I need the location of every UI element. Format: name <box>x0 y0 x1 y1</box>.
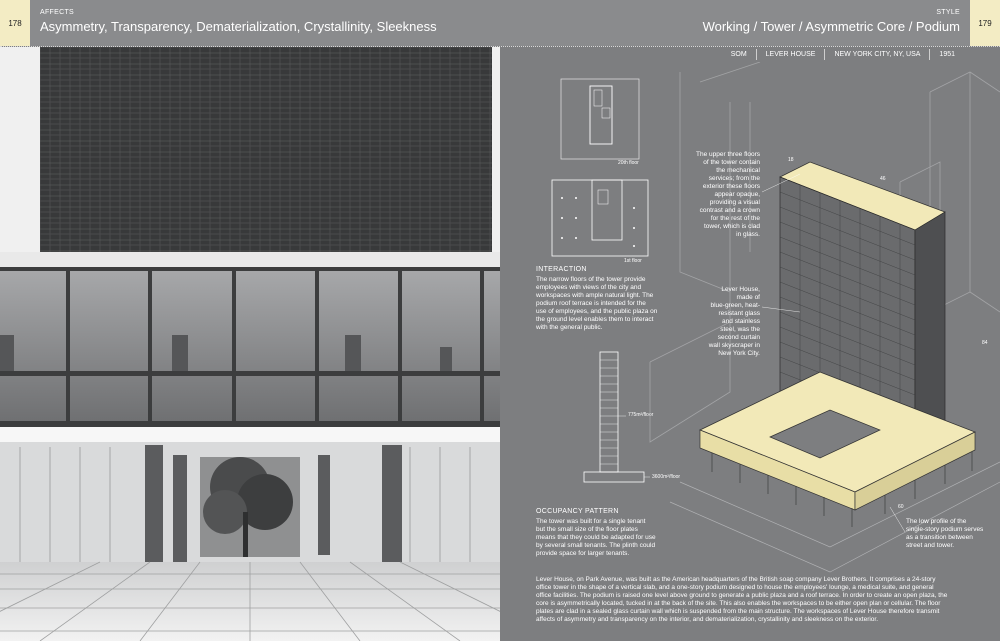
upper-plan-label: 20th floor <box>618 160 639 166</box>
body-text: Lever House, on Park Avenue, was built as the American headquarters of the British soap company Lever Brothers. It comprises a 24-story office tower in the shape of a vertical slab, and a one-story podium designed to house the employees' lounge, a medical suite, and general office facilities. The podium is raised one level above ground to generate a public plaza and a roof terrace. In order to create an open plaza, the core is asymmetrically located, tucked in at the back of the site. This also enables the workspaces to be either open plan or cellular. The floor plates are clad in a sealed glass curtain wall which is suspended from the main structure. The workspaces of Lever House therefore transmit affects of asymmetry and transparency on the interior, and dematerialization, crystallinity and sleekness on the exterior. <box>536 576 948 623</box>
style-label: STYLE <box>936 9 960 16</box>
meta-architect: SOM <box>730 51 747 58</box>
section-podium-label: 3600m²/floor <box>652 474 681 480</box>
dimension-podium: 60 <box>898 504 904 510</box>
building-render-image <box>0 47 500 641</box>
interaction-text: The narrow floors of the tower provide employees with views of the city and workspaces with ample natural light. The podium roof terrace is intended for the use of employees, and the public plaza on the ground level enables them to interact with the general public. <box>536 276 658 331</box>
ground-plan-label: 1st floor <box>624 258 642 264</box>
left-page-number: 178 <box>0 0 30 46</box>
affects-label: AFFECTS <box>40 9 74 16</box>
dimension-height: 84 <box>982 340 988 346</box>
meta-year: 1951 <box>929 49 964 60</box>
occupancy-heading: OCCUPANCY PATTERN <box>536 508 619 515</box>
page-header <box>0 0 1000 46</box>
occupancy-text: The tower was built for a single tenant but the small size of the floor plates means that they could be adapted for use by several small tenants. The plinth could provide space for larger tenants. <box>536 518 656 557</box>
podium-callout: The low profile of the single-story podium serves as a transition between street and tower. <box>906 518 984 549</box>
section-tower-label: 775m²/floor <box>628 412 654 418</box>
interaction-heading: INTERACTION <box>536 266 587 273</box>
meta-location: NEW YORK CITY, NY, USA <box>824 49 929 60</box>
meta-building: LEVER HOUSE <box>756 49 825 60</box>
dimension-length: 46 <box>880 176 886 182</box>
dimension-width: 18 <box>788 157 794 163</box>
style-title: Working / Tower / Asymmetric Core / Podium <box>702 19 960 34</box>
right-page-number: 179 <box>970 0 1000 46</box>
mechanical-floors-callout: The upper three floors of the tower contain the mechanical services; from the exterior these floors appear opaque, providing a visual contrast and a crown for the rest of the tower, which is clad in glass. <box>696 151 760 238</box>
project-meta <box>722 49 964 60</box>
glass-facade-callout: Lever House, made of blue-green, heat- resistant glass and stainless steel, was the second curtain wall skyscraper in New York City. <box>708 286 760 357</box>
affects-title: Asymmetry, Transparency, Dematerialization, Crystallinity, Sleekness <box>40 19 437 34</box>
